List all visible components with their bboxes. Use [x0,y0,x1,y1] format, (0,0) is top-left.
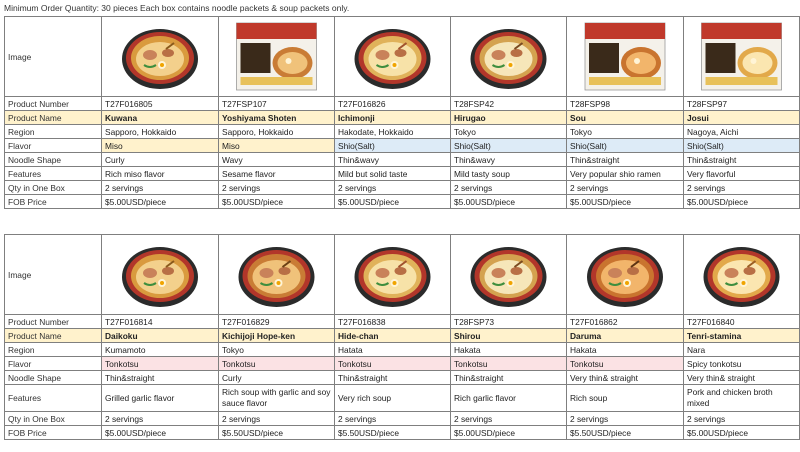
cell-qty: 2 servings [219,412,335,426]
cell-number: T28FSP97 [684,97,800,111]
row-name [5,111,800,125]
cell-flavor: Shio(Salt) [567,139,684,153]
row-flavor [5,139,800,153]
row-features [5,167,800,181]
cell-number: T27F016838 [335,315,451,329]
cell-qty: 2 servings [684,412,800,426]
cell-flavor: Tonkotsu [102,357,219,371]
cell-qty: 2 servings [335,181,451,195]
cell-number: T28FSP42 [451,97,567,111]
cell-noodle: Thin&straight [451,371,567,385]
cell-number: T27F016814 [102,315,219,329]
row-label-image: Image [5,235,102,315]
row-label-qty: Qty in One Box [5,412,102,426]
row-label-region: Region [5,125,102,139]
cell-price: $5.50USD/piece [335,426,451,440]
row-flavor [5,357,800,371]
row-label-region: Region [5,343,102,357]
cell-region: Sapporo, Hokkaido [219,125,335,139]
product-image-ramen-bowl-photo [684,235,800,315]
cell-region: Sapporo, Hokkaido [102,125,219,139]
product-image-ramen-bowl-photo [335,235,451,315]
cell-number: T27F016840 [684,315,800,329]
cell-features: Rich miso flavor [102,167,219,181]
row-price [5,195,800,209]
cell-price: $5.00USD/piece [102,195,219,209]
cell-price: $5.50USD/piece [219,426,335,440]
cell-features: Rich soup [567,385,684,412]
cell-region: Hakata [451,343,567,357]
cell-features: Sesame flavor [219,167,335,181]
row-label-number: Product Number [5,97,102,111]
product-image-ramen-bowl-photo [451,235,567,315]
row-label-number: Product Number [5,315,102,329]
cell-name: Tenri-stamina [684,329,800,343]
row-label-features: Features [5,385,102,412]
cell-qty: 2 servings [451,181,567,195]
cell-features: Very popular shio ramen [567,167,684,181]
cell-flavor: Miso [219,139,335,153]
cell-noodle: Curly [219,371,335,385]
cell-price: $5.00USD/piece [684,195,800,209]
cell-flavor: Tonkotsu [451,357,567,371]
row-label-flavor: Flavor [5,357,102,371]
row-name [5,329,800,343]
product-table-1 [4,16,800,209]
product-image-ramen-bowl-photo [102,235,219,315]
row-region [5,125,800,139]
row-features [5,385,800,412]
cell-name: Josui [684,111,800,125]
cell-qty: 2 servings [451,412,567,426]
product-image-ramen-package-photo [567,17,684,97]
row-qty [5,412,800,426]
cell-price: $5.00USD/piece [219,195,335,209]
row-image [5,235,800,315]
cell-flavor: Shio(Salt) [684,139,800,153]
cell-number: T27F016805 [102,97,219,111]
cell-noodle: Thin&straight [684,153,800,167]
cell-noodle: Thin&straight [102,371,219,385]
cell-noodle: Curly [102,153,219,167]
cell-region: Hakodate, Hokkaido [335,125,451,139]
cell-region: Tokyo [451,125,567,139]
product-image-ramen-package-photo [684,17,800,97]
row-price [5,426,800,440]
cell-features: Grilled garlic flavor [102,385,219,412]
product-image-ramen-bowl-photo [102,17,219,97]
cell-price: $5.00USD/piece [102,426,219,440]
cell-features: Mild but solid taste [335,167,451,181]
cell-price: $5.00USD/piece [684,426,800,440]
row-image [5,17,800,97]
cell-name: Hirugao [451,111,567,125]
cell-noodle: Thin&wavy [335,153,451,167]
product-image-ramen-bowl-photo [451,17,567,97]
cell-name: Daruma [567,329,684,343]
cell-features: Very rich soup [335,385,451,412]
row-label-features: Features [5,167,102,181]
cell-flavor: Tonkotsu [567,357,684,371]
cell-region: Hatata [335,343,451,357]
product-image-ramen-bowl-photo [335,17,451,97]
cell-number: T27F016829 [219,315,335,329]
row-region [5,343,800,357]
cell-region: Nagoya, Aichi [684,125,800,139]
row-label-name: Product Name [5,111,102,125]
cell-region: Hakata [567,343,684,357]
cell-region: Tokyo [567,125,684,139]
cell-qty: 2 servings [567,181,684,195]
cell-region: Nara [684,343,800,357]
cell-noodle: Thin&straight [335,371,451,385]
cell-features: Rich soup with garlic and soy sauce flavor [219,385,335,412]
product-table-2 [4,234,800,440]
cell-name: Sou [567,111,684,125]
cell-noodle: Thin&wavy [451,153,567,167]
cell-features: Mild tasty soup [451,167,567,181]
cell-flavor: Spicy tonkotsu [684,357,800,371]
cell-noodle: Very thin& straight [567,371,684,385]
row-label-qty: Qty in One Box [5,181,102,195]
cell-qty: 2 servings [219,181,335,195]
cell-name: Daikoku [102,329,219,343]
cell-name: Kuwana [102,111,219,125]
cell-name: Shirou [451,329,567,343]
row-label-price: FOB Price [5,195,102,209]
cell-flavor: Shio(Salt) [451,139,567,153]
cell-number: T27F016862 [567,315,684,329]
row-qty [5,181,800,195]
cell-price: $5.50USD/piece [567,426,684,440]
cell-price: $5.00USD/piece [567,195,684,209]
cell-qty: 2 servings [102,181,219,195]
cell-price: $5.00USD/piece [451,426,567,440]
cell-region: Tokyo [219,343,335,357]
cell-number: T27FSP107 [219,97,335,111]
cell-number: T27F016826 [335,97,451,111]
cell-number: T28FSP98 [567,97,684,111]
cell-noodle: Thin&straight [567,153,684,167]
cell-qty: 2 servings [102,412,219,426]
row-noodle [5,371,800,385]
cell-name: Kichijoji Hope-ken [219,329,335,343]
cell-qty: 2 servings [684,181,800,195]
row-noodle [5,153,800,167]
product-image-ramen-bowl-photo [567,235,684,315]
row-label-image: Image [5,17,102,97]
cell-flavor: Miso [102,139,219,153]
row-label-name: Product Name [5,329,102,343]
min-order-note: Minimum Order Quantity: 30 pieces Each box contains noodle packets & soup packets only. [4,3,350,13]
row-label-noodle: Noodle Shape [5,371,102,385]
row-label-noodle: Noodle Shape [5,153,102,167]
product-image-ramen-package-photo [219,17,335,97]
row-number [5,315,800,329]
cell-noodle: Wavy [219,153,335,167]
cell-features: Rich garlic flavor [451,385,567,412]
cell-number: T28FSP73 [451,315,567,329]
cell-flavor: Tonkotsu [219,357,335,371]
cell-name: Ichimonji [335,111,451,125]
cell-qty: 2 servings [335,412,451,426]
cell-price: $5.00USD/piece [335,195,451,209]
cell-features: Pork and chicken broth mixed [684,385,800,412]
cell-region: Kumamoto [102,343,219,357]
cell-name: Yoshiyama Shoten [219,111,335,125]
cell-name: Hide-chan [335,329,451,343]
cell-features: Very flavorful [684,167,800,181]
cell-price: $5.00USD/piece [451,195,567,209]
row-number [5,97,800,111]
row-label-flavor: Flavor [5,139,102,153]
cell-noodle: Very thin& straight [684,371,800,385]
product-image-ramen-bowl-photo [219,235,335,315]
cell-flavor: Tonkotsu [335,357,451,371]
row-label-price: FOB Price [5,426,102,440]
cell-flavor: Shio(Salt) [335,139,451,153]
cell-qty: 2 servings [567,412,684,426]
